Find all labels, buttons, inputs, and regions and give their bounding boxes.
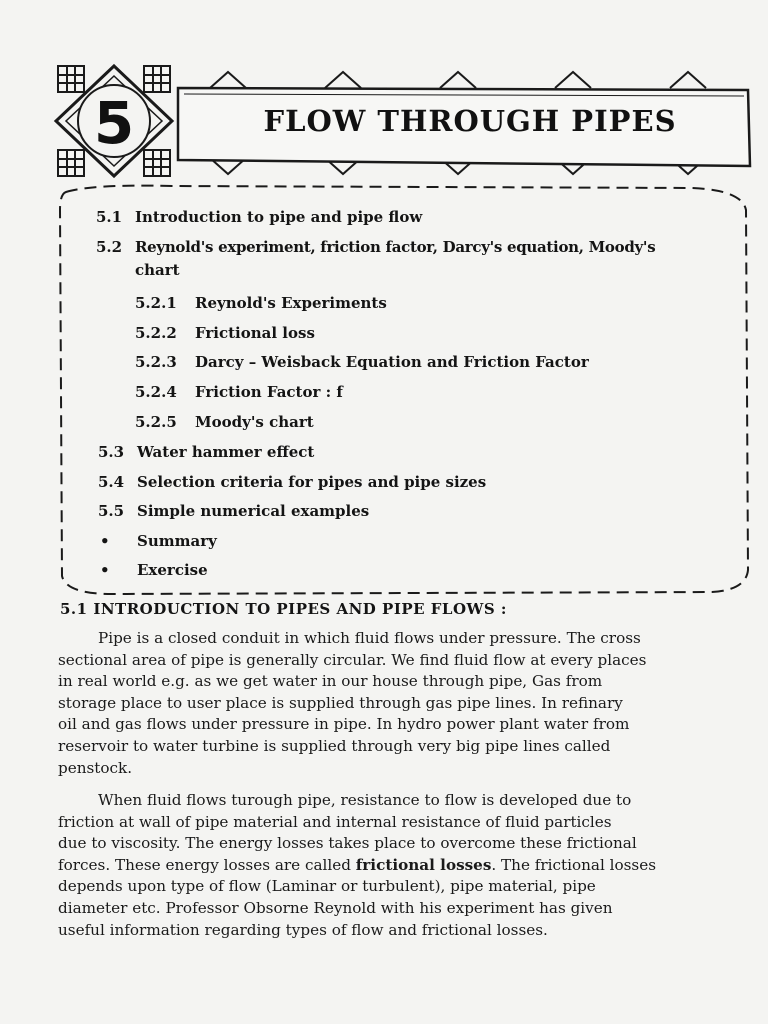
toc-number: 5.2.5 xyxy=(135,413,177,431)
toc-label: Frictional loss xyxy=(195,324,315,342)
text-line: diameter etc. Professor Obsorne Reynold with his experiment has given xyxy=(58,898,613,917)
text-line: in real world e.g. as we get water in our house through pipe, Gas from xyxy=(58,672,603,691)
chapter-title: FLOW THROUGH PIPES xyxy=(263,104,677,138)
toc-item-5-3 xyxy=(98,441,314,463)
text-line: When fluid flows turough pipe, resistance to flow is developed due to xyxy=(98,791,632,809)
toc-number: 5.2.4 xyxy=(135,383,177,401)
toc-number: 5.2.1 xyxy=(135,294,177,312)
toc-label: Friction Factor : f xyxy=(195,383,343,401)
text-line: reservoir to water turbine is supplied through very big pipe lines called xyxy=(58,736,611,755)
bold-term: frictional losses xyxy=(355,855,492,874)
toc-item-5-1 xyxy=(96,206,422,228)
toc-label: Introduction to pipe and pipe flow xyxy=(135,208,423,226)
toc-number: 5.2.3 xyxy=(135,353,177,371)
toc-number: 5.4 xyxy=(98,473,125,491)
text-line: useful information regarding types of flow and frictional losses. xyxy=(58,920,548,939)
toc-label: Water hammer effect xyxy=(137,443,315,461)
text-run: forces. These energy losses are called xyxy=(58,855,356,874)
section-heading: 5.1 INTRODUCTION TO PIPES AND PIPE FLOWS : xyxy=(60,600,507,618)
text-line: Pipe is a closed conduit in which fluid flows under pressure. The cross xyxy=(98,629,641,647)
text-line: friction at wall of pipe material and internal resistance of fluid particles xyxy=(58,812,612,831)
text-line: oil and gas flows under pressure in pipe. In hydro power plant water from xyxy=(58,715,630,734)
toc-label: Reynold's experiment, friction factor, Darcy's equation, Moody's xyxy=(135,238,656,256)
toc-number: 5.2.2 xyxy=(135,324,177,342)
toc-number: 5.2 xyxy=(96,238,123,256)
toc-item-5-2-5 xyxy=(135,411,314,433)
toc-item-5-2-continued xyxy=(135,259,180,281)
toc-label: Selection criteria for pipes and pipe sizes xyxy=(137,473,487,491)
paragraph-2 xyxy=(58,790,750,941)
bullet-icon: • xyxy=(100,532,110,550)
text-run: . The frictional losses xyxy=(491,855,657,874)
toc-label: chart xyxy=(135,261,180,279)
paragraph-1 xyxy=(58,628,750,779)
bullet-icon: • xyxy=(100,561,110,579)
toc-label: Moody's chart xyxy=(195,413,314,431)
toc-item-5-2-4 xyxy=(135,381,343,403)
chapter-number: 5 xyxy=(93,89,135,157)
toc-label: Darcy – Weisback Equation and Friction Factor xyxy=(195,353,589,371)
toc-item-summary xyxy=(100,530,217,552)
toc-item-exercise xyxy=(100,559,208,581)
toc-item-5-4 xyxy=(98,471,486,493)
text-line: storage place to user place is supplied through gas pipe lines. In refinary xyxy=(58,693,623,712)
toc-label: Exercise xyxy=(137,561,208,579)
toc-label: Summary xyxy=(137,532,217,550)
text-line: sectional area of pipe is generally circular. We find fluid flow at every places xyxy=(58,650,647,669)
toc-item-5-2-3 xyxy=(135,351,589,373)
toc-number: 5.1 xyxy=(96,208,123,226)
toc-item-5-2-1 xyxy=(135,292,387,314)
text-line: penstock. xyxy=(58,758,133,777)
toc-number: 5.5 xyxy=(98,502,125,520)
toc-label: Reynold's Experiments xyxy=(195,294,387,312)
text-line xyxy=(58,855,750,877)
toc-item-5-2-2 xyxy=(135,322,315,344)
text-line: depends upon type of flow (Laminar or turbulent), pipe material, pipe xyxy=(58,877,596,896)
toc-number: 5.3 xyxy=(98,443,125,461)
toc-item-5-2 xyxy=(96,236,655,258)
toc-item-5-5 xyxy=(98,500,369,522)
text-line: due to viscosity. The energy losses takes place to overcome these frictional xyxy=(58,834,637,853)
toc-label: Simple numerical examples xyxy=(137,502,370,520)
